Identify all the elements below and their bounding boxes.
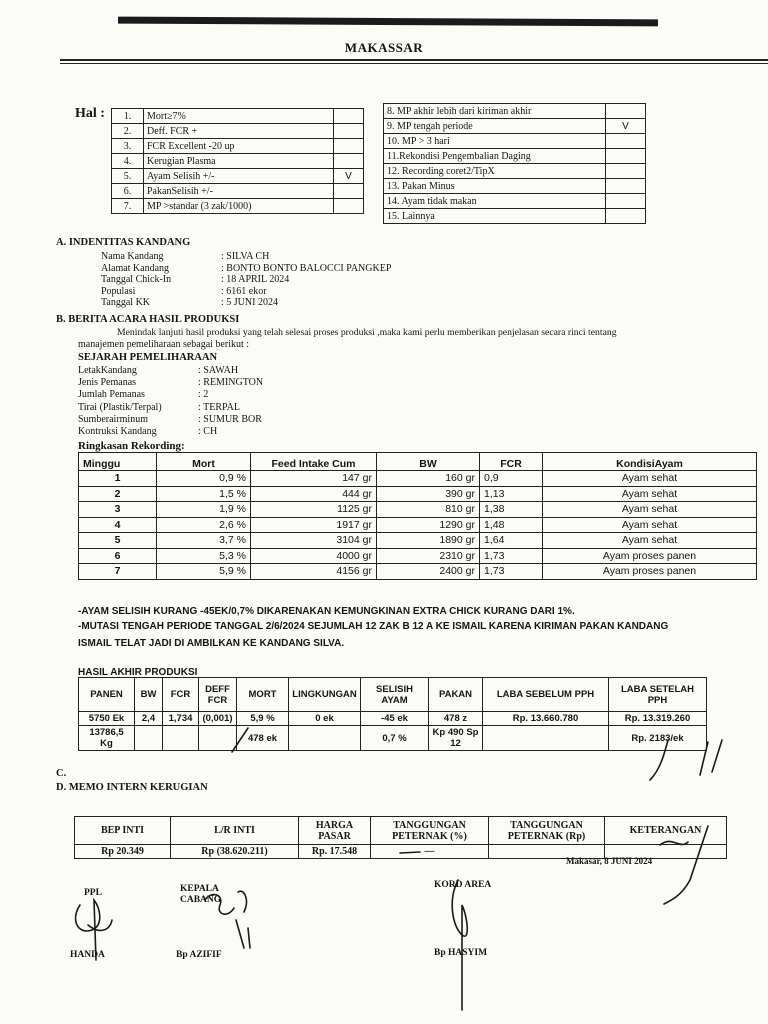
hal-item <box>384 194 646 209</box>
sejarah-row <box>78 414 263 426</box>
note-mutasi-2: ISMAIL TELAT JADI DI AMBILKAN KE KANDANG SILVA. <box>78 638 345 649</box>
hal-item-check <box>606 149 646 164</box>
hasil-cell: -45 ek <box>361 712 429 726</box>
identitas-row <box>101 286 391 298</box>
memo-cell: Rp (38.620.211) <box>171 845 299 859</box>
section-a-heading: A. INDENTITAS KANDANG <box>56 237 191 248</box>
hal-item-number: 2. <box>112 124 144 139</box>
rekording-cell: 1,73 <box>480 564 543 580</box>
hasil-header-cell: MORT <box>237 678 289 712</box>
rekording-cell: 7 <box>79 564 157 580</box>
rekording-cell: 2,6 % <box>157 517 251 533</box>
hal-checklist-right <box>383 103 646 224</box>
sejarah-value: : SUMUR BOR <box>198 413 262 425</box>
hasil-cell: 2,4 <box>135 712 163 726</box>
hasil-cell <box>483 726 609 751</box>
rekording-cell: Ayam proses panen <box>543 564 757 580</box>
hasil-cell: 1,734 <box>163 712 199 726</box>
hal-item-number: 6. <box>112 184 144 199</box>
sejarah-key: Jenis Pemanas <box>78 377 137 389</box>
hal-item <box>112 184 364 199</box>
section-d-heading: D. MEMO INTERN KERUGIAN <box>56 782 208 793</box>
rekording-cell: 6 <box>79 548 157 564</box>
hal-item <box>384 134 646 149</box>
rekording-cell: 1,13 <box>480 486 543 502</box>
sejarah-key: Tirai (Plastik/Terpal) <box>78 401 162 413</box>
hal-item-number: 1. <box>112 109 144 124</box>
sejarah-key: Sumberairminum <box>78 413 148 425</box>
signature-korda-name: Bp HASYIM <box>434 948 488 958</box>
hal-item <box>384 104 646 119</box>
rekording-cell: Ayam sehat <box>543 486 757 502</box>
identitas-key: Tanggal Chick-In <box>101 274 172 286</box>
rekording-cell: 1,5 % <box>157 486 251 502</box>
hasil-cell: Rp. 2183/ek <box>609 726 707 751</box>
hal-item-check <box>334 154 364 169</box>
rekording-cell: 1,64 <box>480 533 543 549</box>
rekording-cell: 5,9 % <box>157 564 251 580</box>
signature-kepala-name: Bp AZIFIF <box>176 950 222 960</box>
hal-item-text: 11.Rekondisi Pengembalian Daging <box>384 149 606 164</box>
hal-item-text: 10. MP > 3 hari <box>384 134 606 149</box>
identitas-value: : 18 APRIL 2024 <box>221 274 290 286</box>
note-mutasi-1: -MUTASI TENGAH PERIODE TANGGAL 2/6/2024 SEJUMLAH 12 ZAK B 12 A KE ISMAIL KARENA KIRIMAN PAKAN KANDANG <box>78 621 669 632</box>
rekording-row <box>79 548 757 564</box>
hasil-cell: 0 ek <box>289 712 361 726</box>
rekording-header-row <box>79 453 757 471</box>
sejarah-value: : REMINGTON <box>198 377 264 389</box>
rekording-cell: 3,7 % <box>157 533 251 549</box>
rekording-header-cell: Minggu <box>79 453 157 471</box>
sejarah-row <box>78 389 263 401</box>
memo-date: Makasar, 8 JUNI 2024 <box>566 856 653 866</box>
sejarah-value: : 2 <box>198 389 209 401</box>
rekording-cell: Ayam sehat <box>543 502 757 518</box>
sejarah-value: : CH <box>198 426 218 438</box>
rekording-cell: 2310 gr <box>377 548 480 564</box>
memo-header-cell: TANGGUNGAN PETERNAK (Rp) <box>489 817 605 845</box>
hal-item <box>112 169 364 184</box>
sejarah-row <box>78 377 263 389</box>
rekording-cell: 4156 gr <box>251 564 377 580</box>
sejarah-key: LetakKandang <box>78 365 137 376</box>
hasil-cell: Rp. 13.319.260 <box>609 712 707 726</box>
hal-item-check: V <box>334 169 364 184</box>
rekording-cell: 1,38 <box>480 502 543 518</box>
hal-item-text: 14. Ayam tidak makan <box>384 194 606 209</box>
sejarah-heading: SEJARAH PEMELIHARAAN <box>78 352 218 363</box>
hal-item-check: V <box>606 119 646 134</box>
hasil-akhir-table <box>78 677 707 751</box>
sejarah-row <box>78 426 263 438</box>
identitas-key: Tanggal KK <box>101 297 151 309</box>
identitas-value: : 5 JUNI 2024 <box>221 297 278 309</box>
hasil-header-row <box>79 678 707 712</box>
memo-header-row <box>75 817 727 845</box>
hal-item-check <box>606 179 646 194</box>
hal-item-check <box>334 199 364 214</box>
hal-item-check <box>334 109 364 124</box>
hasil-header-cell: BW <box>135 678 163 712</box>
rekording-cell: Ayam proses panen <box>543 548 757 564</box>
rekording-heading: Ringkasan Rekording: <box>78 440 185 452</box>
hasil-row <box>79 712 707 726</box>
note-selisih: -AYAM SELISIH KURANG -45EK/0,7% DIKARENAKAN KEMUNGKINAN EXTRA CHICK KURANG DARI 1%. <box>78 606 575 617</box>
rekording-table <box>78 452 757 580</box>
identitas-row <box>101 297 391 309</box>
hasil-cell: 478 z <box>429 712 483 726</box>
rekording-cell: Ayam sehat <box>543 517 757 533</box>
document-title: MAKASSAR <box>344 40 424 55</box>
memo-cell: — <box>371 845 489 859</box>
hal-item <box>112 109 364 124</box>
hasil-cell <box>199 726 237 751</box>
hal-item-check <box>606 104 646 119</box>
header-rule-thin <box>60 63 768 64</box>
identitas-value: : SILVA CH <box>221 251 270 262</box>
rekording-row <box>79 517 757 533</box>
memo-header-cell: HARGA PASAR <box>299 817 371 845</box>
rekording-cell: 5,3 % <box>157 548 251 564</box>
rekording-cell: Ayam sehat <box>543 533 757 549</box>
identitas-kandang <box>101 251 391 309</box>
signature-ppl-name: HANDA <box>70 950 105 960</box>
hal-item-check <box>606 164 646 179</box>
hal-item-number: 3. <box>112 139 144 154</box>
berita-line-1: Menindak lanjuti hasil produksi yang telah selesai proses produksi ,maka kami perlu memberikan penjelasan secara rinci tentang <box>117 327 617 338</box>
hal-item-check <box>606 194 646 209</box>
hasil-cell <box>163 726 199 751</box>
hasil-cell <box>135 726 163 751</box>
hasil-cell: Kp 490 Sp 12 <box>429 726 483 751</box>
rekording-header-cell: FCR <box>480 453 543 471</box>
hasil-header-cell: SELISIH AYAM <box>361 678 429 712</box>
memo-kerugian-table <box>74 816 727 859</box>
rekording-row <box>79 502 757 518</box>
identitas-key: Nama Kandang <box>101 251 164 262</box>
hasil-cell: 0,7 % <box>361 726 429 751</box>
header-rule <box>60 59 768 61</box>
sejarah-value: : TERPAL <box>198 401 240 413</box>
rekording-cell: 1890 gr <box>377 533 480 549</box>
rekording-cell: 5 <box>79 533 157 549</box>
sejarah-row <box>78 402 263 414</box>
memo-header-cell: TANGGUNGAN PETERNAK (%) <box>371 817 489 845</box>
rekording-cell: 160 gr <box>377 471 480 487</box>
hal-item <box>112 154 364 169</box>
rekording-cell: 3 <box>79 502 157 518</box>
hasil-cell <box>289 726 361 751</box>
hasil-cell: (0,001) <box>199 712 237 726</box>
hal-item-check <box>606 209 646 224</box>
identitas-key: Populasi <box>101 285 136 297</box>
rekording-cell: 4 <box>79 517 157 533</box>
rekording-cell: 1 <box>79 471 157 487</box>
korda-signature <box>452 880 467 1010</box>
hal-item-text: PakanSelisih +/- <box>144 184 334 199</box>
hasil-header-cell: PANEN <box>79 678 135 712</box>
hasil-header-cell: LABA SETELAH PPH <box>609 678 707 712</box>
rekording-row <box>79 533 757 549</box>
hasil-cell: 478 ek <box>237 726 289 751</box>
identitas-key: Alamat Kandang <box>101 262 170 274</box>
hal-item <box>384 164 646 179</box>
berita-line-2: manajemen pemeliharaan sebagai berikut : <box>78 339 250 350</box>
hal-item-number: 4. <box>112 154 144 169</box>
rekording-cell: 1125 gr <box>251 502 377 518</box>
memo-header-cell: KETERANGAN <box>605 817 727 845</box>
rekording-cell: 4000 gr <box>251 548 377 564</box>
rekording-cell: 3104 gr <box>251 533 377 549</box>
hasil-header-cell: FCR <box>163 678 199 712</box>
hal-item-text: FCR Excellent -20 up <box>144 139 334 154</box>
hal-item <box>112 199 364 214</box>
hal-item-number: 5. <box>112 169 144 184</box>
signature-kepala-title: KEPALA CABANG <box>180 884 222 905</box>
rekording-cell: 2 <box>79 486 157 502</box>
hasil-header-cell: LINGKUNGAN <box>289 678 361 712</box>
rekording-cell: 444 gr <box>251 486 377 502</box>
rekording-cell: 1917 gr <box>251 517 377 533</box>
rekording-cell: 0,9 % <box>157 471 251 487</box>
hal-item-text: 8. MP akhir lebih dari kiriman akhir <box>384 104 606 119</box>
memo-cell: Rp. 17.548 <box>299 845 371 859</box>
rekording-header-cell: BW <box>377 453 480 471</box>
hasil-header-cell: LABA SEBELUM PPH <box>483 678 609 712</box>
rekording-cell: 390 gr <box>377 486 480 502</box>
hal-item-text: Ayam Selisih +/- <box>144 169 334 184</box>
sejarah-row <box>78 365 263 377</box>
sejarah-key: Jumlah Pemanas <box>78 389 145 401</box>
hal-item-check <box>334 184 364 199</box>
identitas-value: : 6161 ekor <box>221 285 267 297</box>
hal-item <box>112 139 364 154</box>
hal-item <box>384 209 646 224</box>
hal-item-text: MP >standar (3 zak/1000) <box>144 199 334 214</box>
signature-ppl-title: PPL <box>84 888 102 898</box>
sejarah-pemeliharaan <box>78 365 263 438</box>
section-c-label: C. <box>56 768 67 779</box>
hasil-header-cell: PAKAN <box>429 678 483 712</box>
rekording-header-cell: Feed Intake Cum <box>251 453 377 471</box>
hal-item-text: 12. Recording coret2/TipX <box>384 164 606 179</box>
hasil-header-cell: DEFF FCR <box>199 678 237 712</box>
hasil-cell: 13786,5 Kg <box>79 726 135 751</box>
section-b-heading: B. BERITA ACARA HASIL PRODUKSI <box>56 314 240 325</box>
signature-korda-title: KORD AREA <box>434 880 492 890</box>
identitas-row <box>101 274 391 286</box>
hasil-cell: 5,9 % <box>237 712 289 726</box>
rekording-header-cell: KondisiAyam <box>543 453 757 471</box>
memo-header-cell: L/R INTI <box>171 817 299 845</box>
rekording-row <box>79 486 757 502</box>
rekording-row <box>79 564 757 580</box>
rekording-header-cell: Mort <box>157 453 251 471</box>
hal-checklist-left <box>111 108 364 214</box>
rekording-cell: 1,9 % <box>157 502 251 518</box>
rekording-cell: 147 gr <box>251 471 377 487</box>
identitas-row <box>101 251 391 263</box>
rekording-cell: Ayam sehat <box>543 471 757 487</box>
hal-label: Hal : <box>75 106 105 121</box>
hal-item-check <box>334 139 364 154</box>
hal-item <box>112 124 364 139</box>
hasil-row <box>79 726 707 751</box>
rekording-cell: 0,9 <box>480 471 543 487</box>
rekording-cell: 1,73 <box>480 548 543 564</box>
top-binding-bar <box>118 17 658 27</box>
rekording-cell: 810 gr <box>377 502 480 518</box>
hal-item <box>384 179 646 194</box>
hal-item <box>384 119 646 134</box>
sejarah-value: : SAWAH <box>198 365 239 376</box>
hal-item-text: 13. Pakan Minus <box>384 179 606 194</box>
hasil-cell: 5750 Ek <box>79 712 135 726</box>
hal-item-check <box>606 134 646 149</box>
hal-item-text: Kerugian Plasma <box>144 154 334 169</box>
hal-item <box>384 149 646 164</box>
memo-cell: Rp 20.349 <box>75 845 171 859</box>
hal-item-text: Mort≥7% <box>144 109 334 124</box>
memo-header-cell: BEP INTI <box>75 817 171 845</box>
identitas-row <box>101 263 391 275</box>
hasil-cell: Rp. 13.660.780 <box>483 712 609 726</box>
hal-item-check <box>334 124 364 139</box>
hasil-heading: HASIL AKHIR PRODUKSI <box>78 667 198 678</box>
rekording-cell: 1290 gr <box>377 517 480 533</box>
rekording-cell: 1,48 <box>480 517 543 533</box>
hal-item-text: Deff. FCR + <box>144 124 334 139</box>
rekording-cell: 2400 gr <box>377 564 480 580</box>
hal-item-number: 7. <box>112 199 144 214</box>
hal-item-text: 15. Lainnya <box>384 209 606 224</box>
sejarah-key: Kontruksi Kandang <box>78 426 157 438</box>
rekording-row <box>79 471 757 487</box>
identitas-value: : BONTO BONTO BALOCCI PANGKEP <box>221 262 392 274</box>
hal-item-text: 9. MP tengah periode <box>384 119 606 134</box>
